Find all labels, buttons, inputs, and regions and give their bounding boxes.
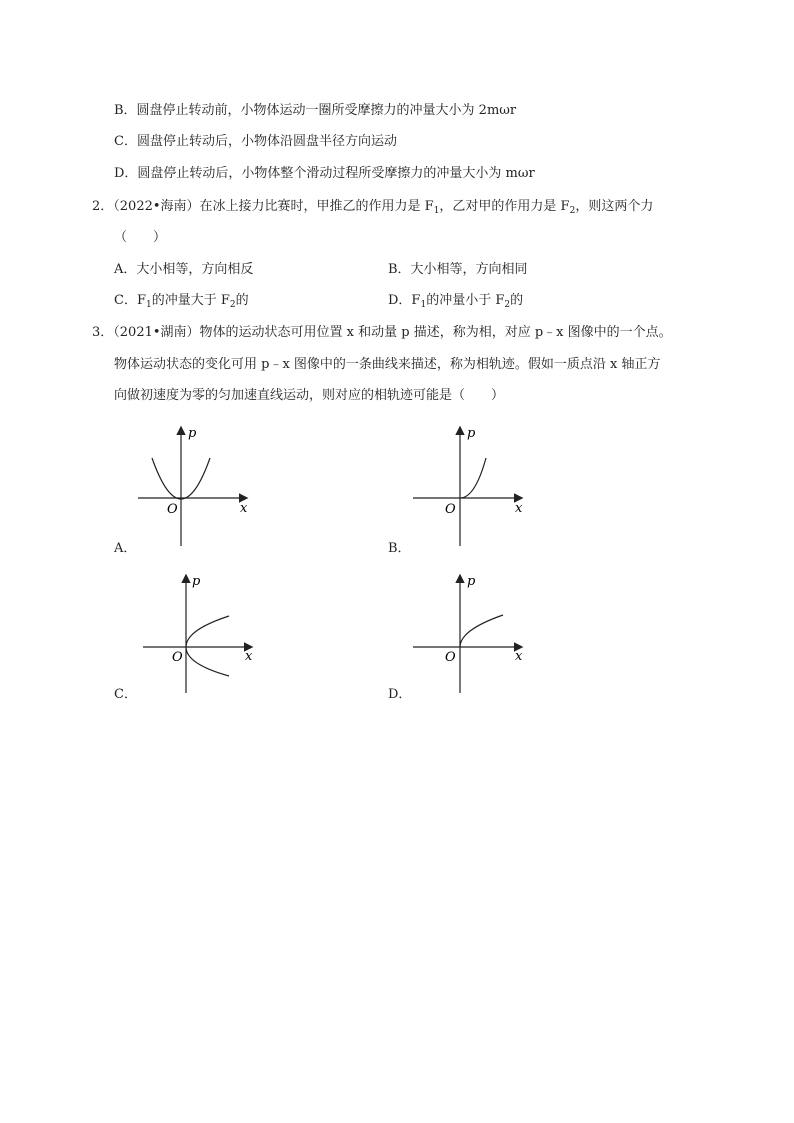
q3-option-a-label: A．: [114, 541, 137, 556]
x-axis-label-b: x: [515, 501, 523, 516]
q2-option-d-pre: D．F: [388, 293, 421, 308]
q2-option-c-sub2: 2: [229, 300, 236, 310]
y-axis-label-d: p: [467, 574, 476, 589]
curve-b: [460, 458, 486, 498]
curve-c: [186, 616, 229, 676]
q3-stem-line1: 3．（2021•湖南）物体的运动状态可用位置 x 和动量 p 描述，称为相，对应 p﹣x 图像中的一个点。: [92, 325, 672, 340]
origin-label-a: O: [167, 502, 178, 517]
origin-label-d: O: [445, 650, 456, 665]
q3-graph-b: [405, 420, 535, 550]
q2-option-c-sub1: 1: [145, 300, 152, 310]
q2-stem-suffix: ，则这两个力: [575, 199, 654, 214]
q2-option-c: [114, 292, 249, 310]
q1-option-d: D．圆盘停止转动后，小物体整个滑动过程所受摩擦力的冲量大小为 mωr: [114, 166, 535, 181]
q3-graph-a: [130, 420, 260, 550]
q2-option-d-mid: 的冲量小于 F: [426, 293, 505, 308]
x-axis-label-c: x: [245, 649, 253, 664]
q2-answer-paren: （ ）: [114, 230, 167, 245]
q2-option-c-pre: C．F: [114, 293, 146, 308]
origin-label-b: O: [445, 502, 456, 517]
y-axis-label-a: p: [188, 426, 197, 441]
q2-option-d-post: 的: [510, 293, 524, 308]
q2-option-d-sub1: 1: [420, 300, 427, 310]
q1-option-c: C．圆盘停止转动后，小物体沿圆盘半径方向运动: [114, 134, 397, 149]
q2-stem-prefix: 2．（2022•海南）在冰上接力比赛时，甲推乙的作用力是 F: [92, 199, 434, 214]
q2-stem: [92, 198, 653, 216]
q2-option-d: [388, 292, 523, 310]
q3-stem-line2: 物体运动状态的变化可用 p﹣x 图像中的一条曲线来描述，称为相轨迹。假如一质点沿 x 轴正方: [114, 357, 661, 372]
y-axis-label-c: p: [192, 574, 201, 589]
x-axis-label-d: x: [515, 649, 523, 664]
q2-option-d-sub2: 2: [504, 300, 511, 310]
q3-stem-line3: 向做初速度为零的匀加速直线运动，则对应的相轨迹可能是（ ）: [114, 388, 505, 403]
q3-option-d-label: D．: [388, 687, 412, 702]
q2-option-c-post: 的: [235, 293, 249, 308]
q2-stem-mid: ，乙对甲的作用力是 F: [439, 199, 570, 214]
q1-option-b: B．圆盘停止转动前，小物体运动一圈所受摩擦力的冲量大小为 2mωr: [114, 103, 517, 118]
x-axis-label-a: x: [240, 501, 248, 516]
q3-option-b-label: B．: [388, 541, 411, 556]
q2-option-a: A．大小相等，方向相反: [114, 262, 254, 277]
curve-d: [460, 615, 503, 647]
q3-graph-c: [135, 570, 265, 700]
origin-label-c: O: [172, 650, 183, 665]
q2-option-c-mid: 的冲量大于 F: [151, 293, 230, 308]
q2-stem-sub1: 1: [433, 206, 440, 216]
q2-stem-sub2: 2: [569, 206, 576, 216]
y-axis-label-b: p: [467, 426, 476, 441]
q3-option-c-label: C．: [114, 687, 137, 702]
q2-option-b: B．大小相等，方向相同: [388, 262, 528, 277]
q3-graph-d: [405, 570, 535, 700]
